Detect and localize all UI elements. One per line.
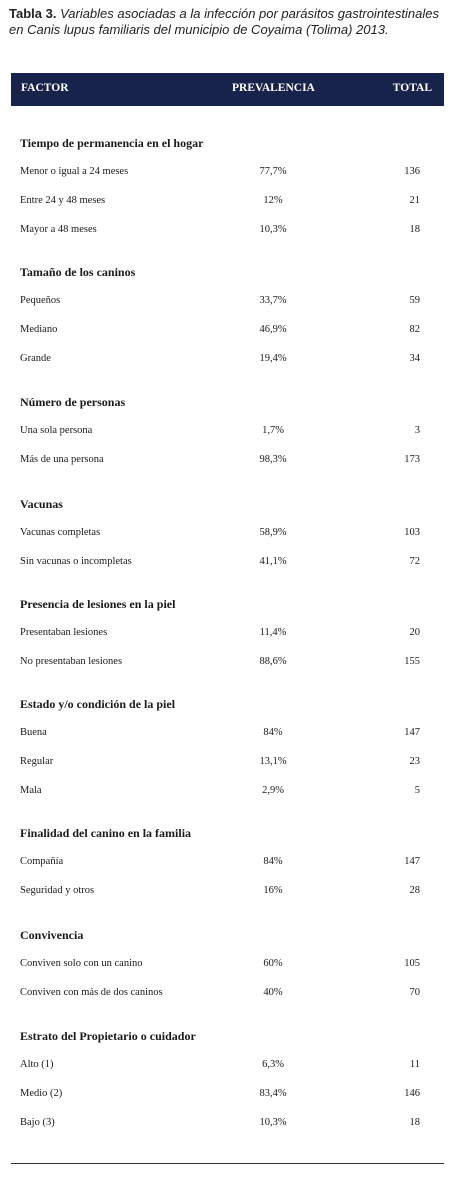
prevalencia-cell: 13,1% xyxy=(259,756,287,767)
section-title xyxy=(11,392,444,412)
section-title-text: Vacunas xyxy=(20,497,63,511)
prevalencia-cell: 84% xyxy=(263,727,283,738)
total-cell: 72 xyxy=(409,556,420,567)
prevalencia-cell: 6,3% xyxy=(262,1059,284,1070)
table-row xyxy=(11,162,444,182)
prevalencia-cell: 33,7% xyxy=(259,295,287,306)
total-cell: 18 xyxy=(409,1117,420,1128)
caption-label: Tabla 3. xyxy=(9,6,57,21)
factor-cell: No presentaban lesiones xyxy=(20,656,123,667)
section-title xyxy=(11,823,444,843)
prevalencia-cell: 19,4% xyxy=(259,353,287,364)
prevalencia-cell: 98,3% xyxy=(259,454,287,465)
table-row xyxy=(11,220,444,240)
table-caption xyxy=(9,6,454,38)
factor-cell: Mediano xyxy=(20,324,58,335)
prevalencia-cell: 12% xyxy=(263,195,283,206)
prevalencia-cell: 46,9% xyxy=(259,324,287,335)
factor-cell: Menor o igual a 24 meses xyxy=(20,166,129,177)
total-cell: 146 xyxy=(404,1088,420,1099)
factor-cell: Bajo (3) xyxy=(20,1117,55,1128)
section-title-text: Presencia de lesiones en la piel xyxy=(20,597,176,611)
section-title xyxy=(11,1026,444,1046)
section-title-text: Estado y/o condición de la piel xyxy=(20,697,176,711)
total-cell: 3 xyxy=(414,425,420,436)
table-row xyxy=(11,652,444,672)
section-title xyxy=(11,694,444,714)
total-cell: 147 xyxy=(404,856,420,867)
table-row xyxy=(11,349,444,369)
prevalencia-cell: 83,4% xyxy=(259,1088,287,1099)
header-factor: FACTOR xyxy=(21,82,69,94)
factor-cell: Pequeños xyxy=(20,295,61,306)
table-bottom-rule xyxy=(11,1163,444,1164)
table-header xyxy=(11,73,444,106)
table-row xyxy=(11,291,444,311)
factor-cell: Presentaban lesiones xyxy=(20,627,108,638)
prevalencia-cell: 40% xyxy=(263,987,283,998)
prevalencia-cell: 2,9% xyxy=(262,785,284,796)
table-row xyxy=(11,552,444,572)
factor-cell: Buena xyxy=(20,727,47,738)
table-row xyxy=(11,421,444,441)
total-cell: 11 xyxy=(409,1059,420,1070)
total-cell: 20 xyxy=(409,627,420,638)
table-row xyxy=(11,1055,444,1075)
prevalencia-cell: 1,7% xyxy=(262,425,284,436)
table-row xyxy=(11,852,444,872)
factor-cell: Alto (1) xyxy=(20,1059,54,1070)
prevalencia-cell: 77,7% xyxy=(259,166,287,177)
prevalencia-cell: 10,3% xyxy=(259,1117,287,1128)
factor-cell: Conviven con más de dos caninos xyxy=(20,987,163,998)
table-row xyxy=(11,623,444,643)
section-title xyxy=(11,494,444,514)
total-cell: 34 xyxy=(409,353,420,364)
table-row xyxy=(11,1113,444,1133)
table-row xyxy=(11,881,444,901)
table-row xyxy=(11,1084,444,1104)
factor-cell: Conviven solo con un canino xyxy=(20,958,143,969)
total-cell: 103 xyxy=(404,527,420,538)
total-cell: 105 xyxy=(404,958,420,969)
header-total: TOTAL xyxy=(392,82,432,94)
prevalencia-cell: 60% xyxy=(263,958,283,969)
total-cell: 70 xyxy=(409,987,420,998)
total-cell: 59 xyxy=(409,295,420,306)
prevalencia-cell: 58,9% xyxy=(259,527,287,538)
factor-cell: Vacunas completas xyxy=(20,527,101,538)
section-title xyxy=(11,925,444,945)
header-prevalencia: PREVALENCIA xyxy=(232,82,315,94)
table-row xyxy=(11,954,444,974)
table-row xyxy=(11,752,444,772)
section-title-text: Tamaño de los caninos xyxy=(20,265,136,279)
table-row xyxy=(11,191,444,211)
total-cell: 21 xyxy=(409,195,420,206)
prevalencia-cell: 41,1% xyxy=(259,556,287,567)
factor-cell: Seguridad y otros xyxy=(20,885,95,896)
factor-cell: Regular xyxy=(20,756,54,767)
table-row xyxy=(11,983,444,1003)
prevalencia-cell: 11,4% xyxy=(259,627,287,638)
total-cell: 136 xyxy=(404,166,420,177)
section-title xyxy=(11,133,444,153)
table-row xyxy=(11,781,444,801)
total-cell: 82 xyxy=(409,324,420,335)
total-cell: 155 xyxy=(404,656,420,667)
section-title-text: Número de personas xyxy=(20,395,126,409)
factor-cell: Compañía xyxy=(20,856,64,867)
table-row xyxy=(11,523,444,543)
total-cell: 23 xyxy=(409,756,420,767)
factor-cell: Mayor a 48 meses xyxy=(20,224,97,235)
prevalencia-cell: 88,6% xyxy=(259,656,287,667)
factor-cell: Sin vacunas o incompletas xyxy=(20,556,132,567)
factor-cell: Medio (2) xyxy=(20,1088,63,1099)
total-cell: 5 xyxy=(414,785,420,796)
table-row xyxy=(11,450,444,470)
section-title-text: Finalidad del canino en la familia xyxy=(20,826,192,840)
section-title-text: Estrato del Propietario o cuidador xyxy=(20,1029,196,1043)
section-title xyxy=(11,262,444,282)
total-cell: 173 xyxy=(404,454,420,465)
section-title xyxy=(11,594,444,614)
total-cell: 147 xyxy=(404,727,420,738)
factor-cell: Entre 24 y 48 meses xyxy=(20,195,106,206)
prevalencia-cell: 84% xyxy=(263,856,283,867)
prevalencia-cell: 10,3% xyxy=(259,224,287,235)
prevalencia-cell: 16% xyxy=(263,885,283,896)
total-cell: 18 xyxy=(409,224,420,235)
section-title-text: Convivencia xyxy=(20,928,84,942)
factor-cell: Grande xyxy=(20,353,51,364)
section-title-text: Tiempo de permanencia en el hogar xyxy=(20,136,204,150)
factor-cell: Una sola persona xyxy=(20,425,93,436)
factor-cell: Más de una persona xyxy=(20,454,104,465)
factor-cell: Mala xyxy=(20,785,42,796)
table-row xyxy=(11,723,444,743)
table-row xyxy=(11,320,444,340)
total-cell: 28 xyxy=(409,885,420,896)
caption-text: Variables asociadas a la infección por parásitos gastrointestinales en Canis lupus familiaris del municipio de Coyaima (Tolima) 2013. xyxy=(9,6,439,37)
